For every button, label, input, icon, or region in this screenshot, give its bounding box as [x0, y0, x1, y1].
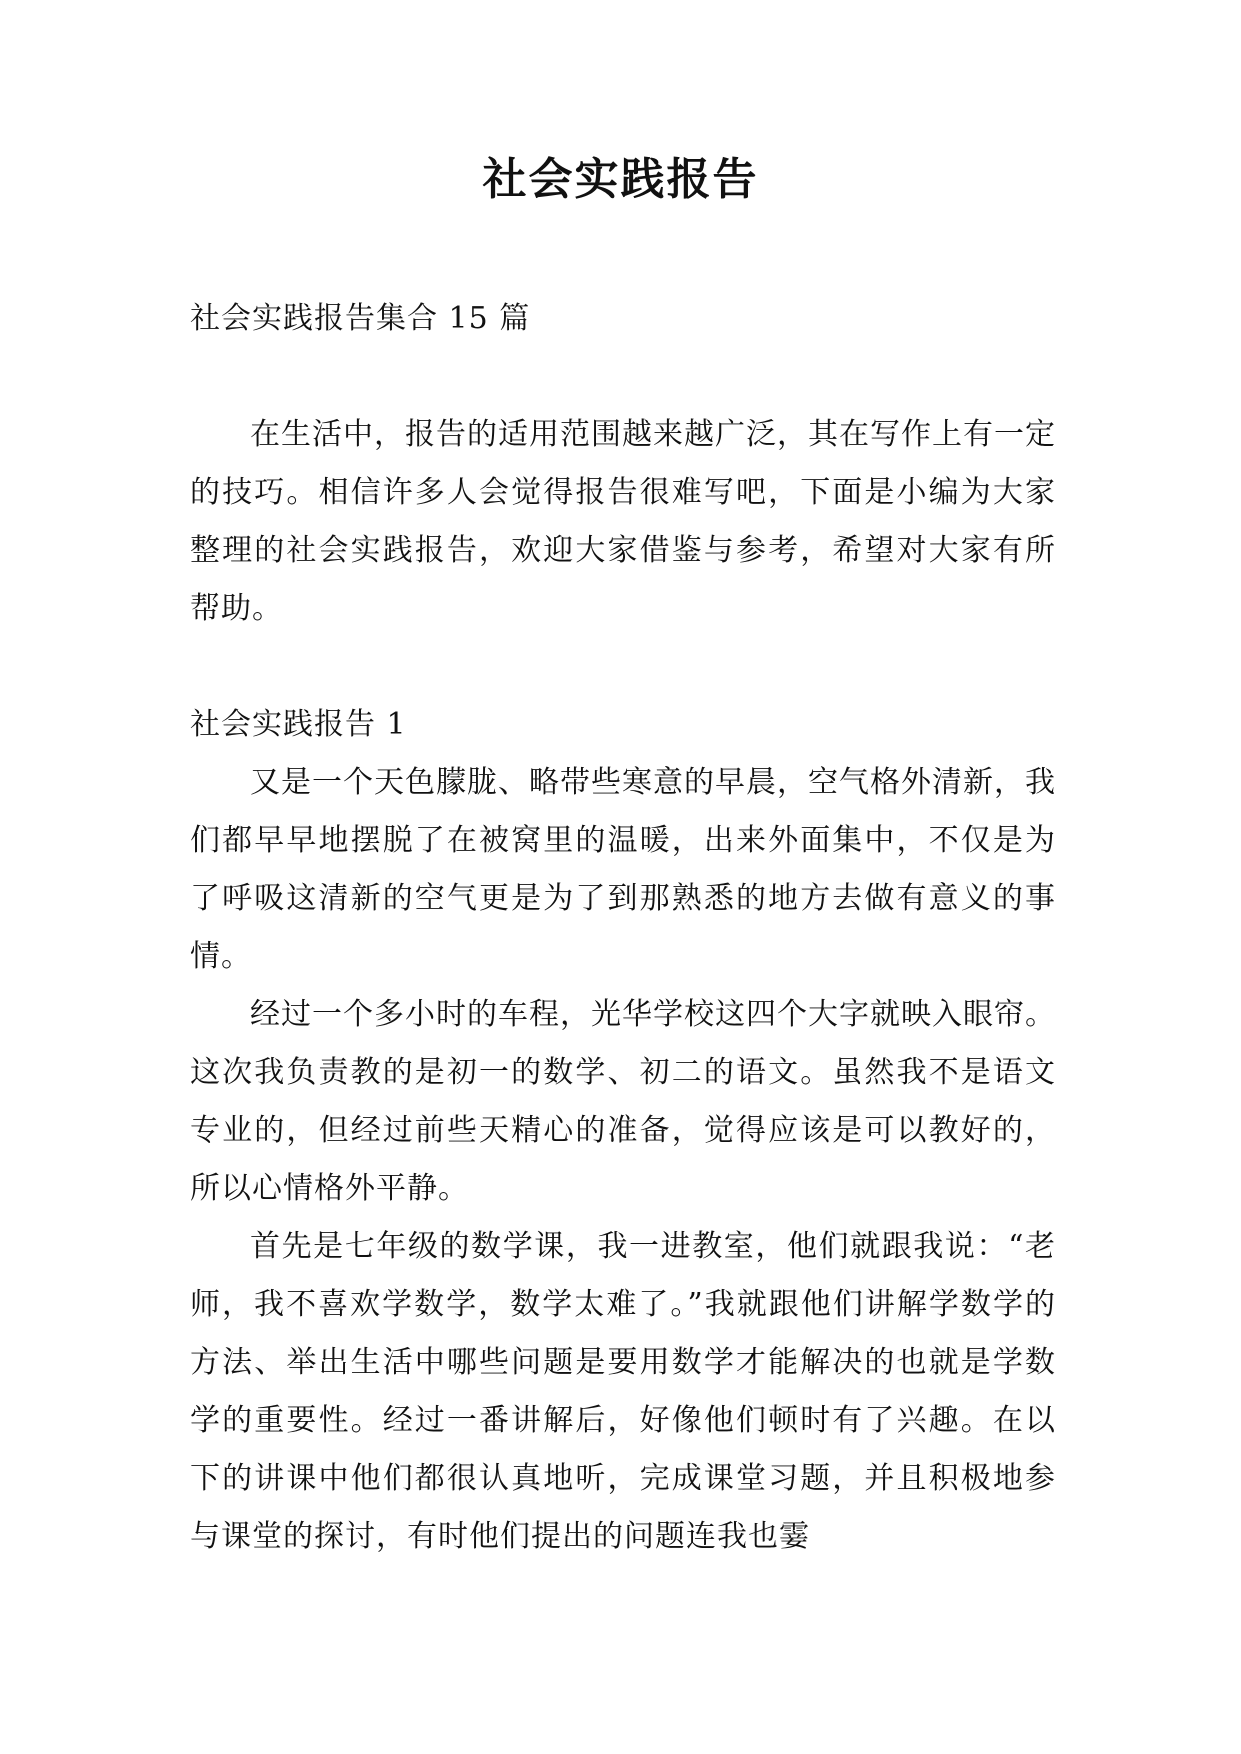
- spacer: [190, 348, 1056, 406]
- body-paragraph: 经过一个多小时的车程，光华学校这四个大字就映入眼帘。这次我负责教的是初一的数学、初二的语文。虽然我不是语文专业的，但经过前些天精心的准备，觉得应该是可以教好的，所以心情格外平静。: [190, 997, 1056, 1206]
- document-body: [190, 290, 1056, 1566]
- spacer: [190, 638, 1056, 696]
- body-paragraph: 首先是七年级的数学课，我一进教室，他们就跟我说：“老师，我不喜欢学数学，数学太难了。”我就跟他们讲解学数学的方法、举出生活中哪些问题是要用数学才能解决的也就是学数学的重要性。经过一番讲解后，好像他们顿时有了兴趣。在以下的讲课中他们都很认真地听，完成课堂习题，并且积极地参与课堂的探讨，有时他们提出的问题连我也霎: [190, 1229, 1056, 1554]
- section-heading: 社会实践报告 1: [190, 707, 407, 742]
- body-paragraph: 又是一个天色朦胧、略带些寒意的早晨，空气格外清新，我们都早早地摆脱了在被窝里的温暖，出来外面集中，不仅是为了呼吸这清新的空气更是为了到那熟悉的地方去做有意义的事情。: [190, 765, 1056, 974]
- document-subtitle: 社会实践报告集合 15 篇: [190, 301, 531, 336]
- document-title: 社会实践报告: [482, 154, 759, 205]
- intro-paragraph: 在生活中，报告的适用范围越来越广泛，其在写作上有一定的技巧。相信许多人会觉得报告很难写吧，下面是小编为大家整理的社会实践报告，欢迎大家借鉴与参考，希望对大家有所帮助。: [190, 417, 1056, 626]
